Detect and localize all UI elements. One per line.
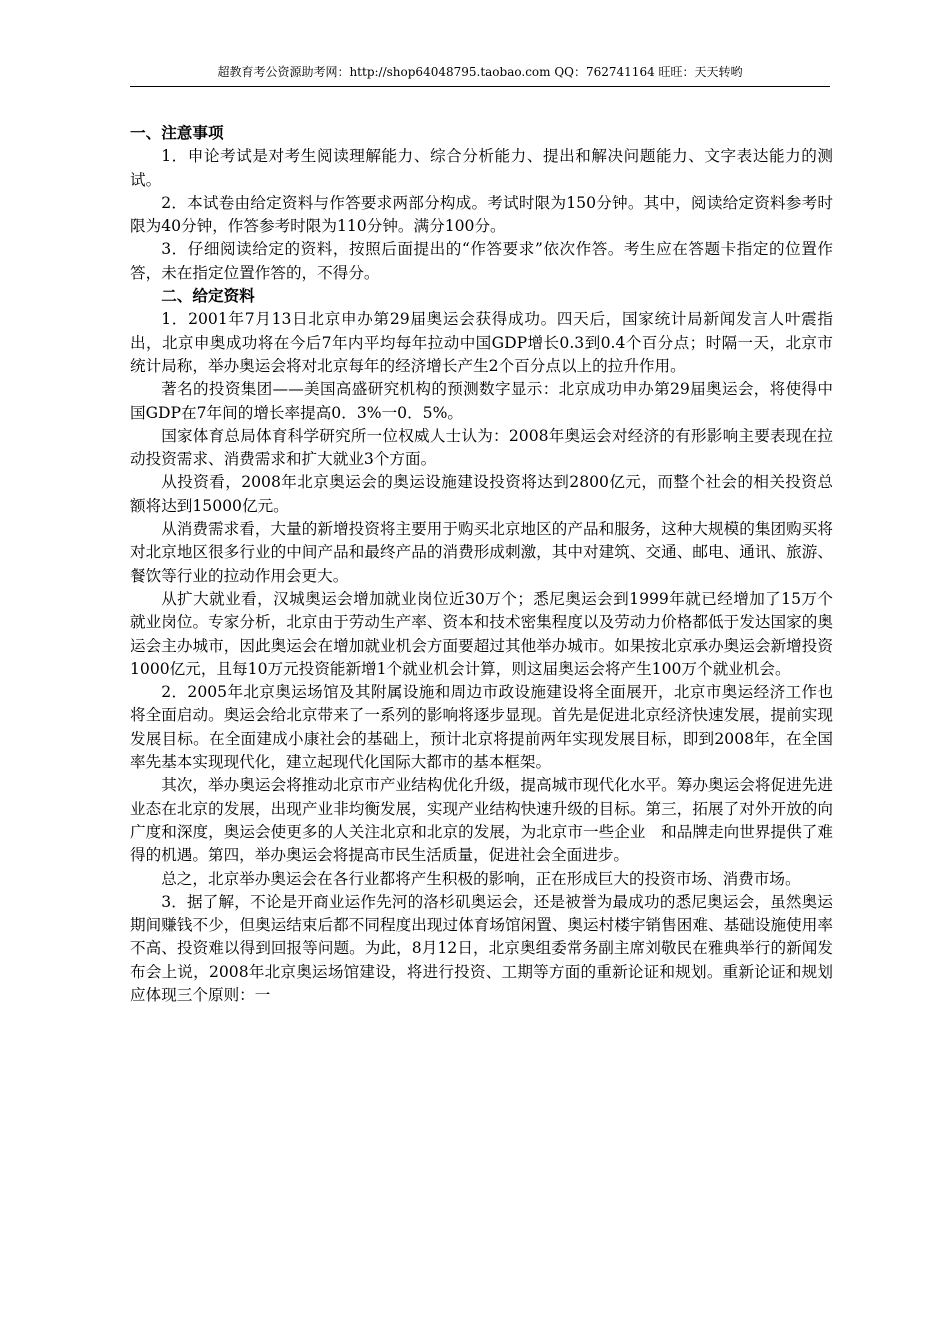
material-paragraph: 从扩大就业看，汉城奥运会增加就业岗位近30万个；悉尼奥运会到1999年就已经增加了15万个就业岗位。专家分析，北京由于劳动生产率、资本和技术密集程度以及劳动力价格都低于发达国家的奥运会主办城市，因此奥运会在增加就业机会方面要超过其他举办城市。如果按北京承办奥运会新增投资1000亿元，且每10万元投资能新增1个就业机会计算，则这届奥运会将产生100万个就业机会。 <box>130 589 833 678</box>
material-paragraph: 从投资看，2008年北京奥运会的奥运设施建设投资将达到2800亿元，而整个社会的相关投资总额将达到15000亿元。 <box>130 473 833 515</box>
note-item-3: 3．仔细阅读给定的资料，按照后面提出的“作答要求”依次作答。考生应在答题卡指定的位置作答，未在指定位置作答的，不得分。 <box>130 240 833 282</box>
material-paragraph: 1．2001年7月13日北京申办第29届奥运会获得成功。四天后，国家统计局新闻发言人叶震指出，北京申奥成功将在今后7年内平均每年拉动中国GDP增长0.3到0.4个百分点；时隔一天，北京市统计局称，举办奥运会将对北京每年的经济增长产生2个百分点以上的拉升作用。 <box>130 310 833 375</box>
material-paragraph: 总之，北京举办奥运会在各行业都将产生积极的影响，正在形成巨大的投资市场、消费市场。 <box>161 869 801 888</box>
material-paragraph: 著名的投资集团——美国高盛研究机构的预测数字显示：北京成功申办第29届奥运会，将使得中国GDP在7年间的增长率提高0．3%一0．5%。 <box>130 380 833 422</box>
page-header <box>130 62 830 87</box>
material-paragraph: 2．2005年北京奥运场馆及其附属设施和周边市政设施建设将全面展开，北京市奥运经济工作也将全面启动。奥运会给北京带来了一系列的影响将逐步显现。首先是促进北京经济快速发展，提前实现发展目标。在全面建成小康社会的基础上，预计北京将提前两年实现发展目标，即到2008年，在全国率先基本实现现代化，建立起现代化国际大都市的基本框架。 <box>130 683 833 772</box>
section-heading-materials: 二、给定资料 <box>161 287 255 306</box>
note-item-1: 1．申论考试是对考生阅读理解能力、综合分析能力、提出和解决问题能力、文字表达能力的测试。 <box>130 147 833 189</box>
document-body <box>130 122 833 1007</box>
material-paragraph: 3．据了解，不论是开商业运作先河的洛杉矶奥运会，还是被誉为最成功的悉尼奥运会，虽然奥运期间赚钱不少，但奥运结束后都不同程度出现过体育场馆闲置、奥运村楼宇销售困难、基础设施使用率不高、投资难以得到回报等问题。为此，8月12日，北京奥组委常务副主席刘敬民在雅典举行的新闻发布会上说，2008年北京奥运场馆建设，将进行投资、工期等方面的重新论证和规划。重新论证和规划应体现三个原则：一 <box>130 892 833 1004</box>
material-paragraph: 从消费需求看，大量的新增投资将主要用于购买北京地区的产品和服务，这种大规模的集团购买将对北京地区很多行业的中间产品和最终产品的消费形成刺激，其中对建筑、交通、邮电、通讯、旅游、餐饮等行业的拉动作用会更大。 <box>130 520 833 585</box>
header-text: 超教育考公资源助考网：http://shop64048795.taobao.com QQ：762741164 旺旺：天天转哟 <box>217 65 743 79</box>
material-paragraph: 其次，举办奥运会将推动北京市产业结构优化升级，提高城市现代化水平。筹办奥运会将促进先进业态在北京的发展，出现产业非均衡发展，实现产业结构快速升级的目标。第三，拓展了对外开放的向广度和深度，奥运会使更多的人关注北京和北京的发展，为北京市一些企业 和品牌走向世界提供了难得的机遇。第四，举办奥运会将提高市民生活质量，促进社会全面进步。 <box>130 776 833 865</box>
material-paragraph: 国家体育总局体育科学研究所一位权威人士认为：2008年奥运会对经济的有形影响主要表现在拉动投资需求、消费需求和扩大就业3个方面。 <box>130 426 833 469</box>
section-heading-notes: 一、注意事项 <box>130 124 224 142</box>
note-item-2: 2．本试卷由给定资料与作答要求两部分构成。考试时限为150分钟。其中，阅读给定资料参考时限为40分钟，作答参考时限为110分钟。满分100分。 <box>130 193 833 236</box>
